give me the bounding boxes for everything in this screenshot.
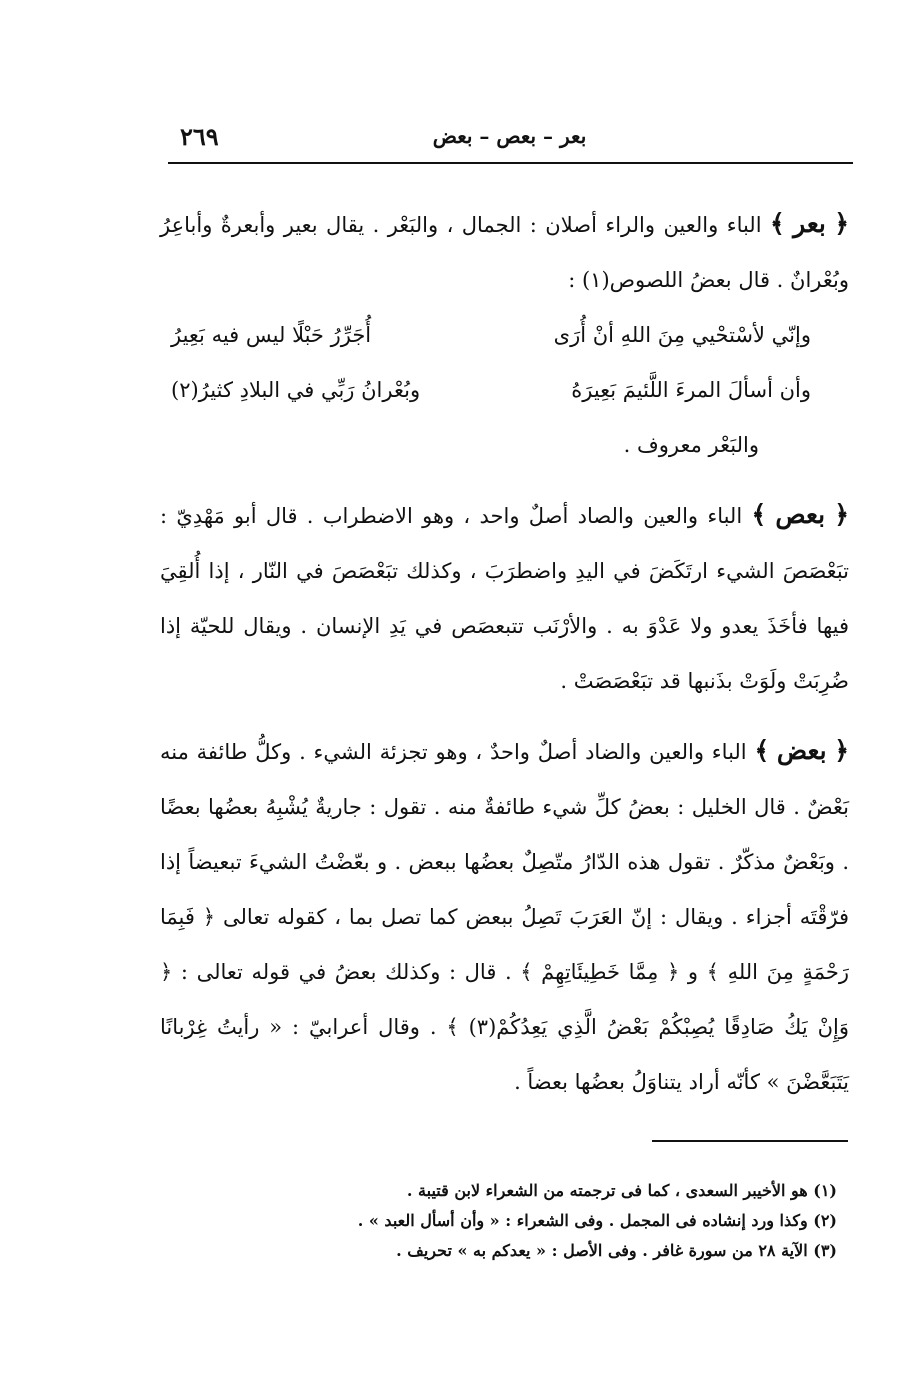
verse-hemistich: وإنّي لأسْتحْيي مِنَ اللهِ أنْ أُرَى [553, 323, 811, 347]
verse-hemistich: وأن أسألَ المرءَ اللَّئيمَ بَعِيرَهُ [571, 378, 811, 402]
entry-baas [160, 487, 849, 709]
footnote: (٢) وكذا ورد إنشاده فى المجمل . وفى الشعراء : « وأن أسأل العبد » . [357, 1211, 837, 1230]
entry-baad [160, 723, 849, 1110]
page-header [168, 118, 851, 160]
header-rule [168, 162, 853, 164]
verse-hemistich: أُجَرِّرُ حَبْلًا ليس فيه بَعِيرُ [171, 323, 372, 347]
headword: بعر [793, 209, 826, 238]
footnote-rule [652, 1140, 848, 1142]
bracket-close: ﴾ [754, 736, 770, 765]
page-number: ٢٦٩ [180, 122, 219, 151]
footnote: (٣) الآية ٢٨ من سورة غافر . وفى الأصل : « يعدكم به » تحريف . [396, 1241, 837, 1260]
verse-line [171, 308, 829, 363]
verse-hemistich: وبُعْرانُ رَبِّي في البلادِ كثيرُ(٢) [171, 378, 421, 402]
entry-text: الباء والعين والراء أصلان : الجمال ، والبَعْر . يقال بعير وأبعرةٌ وأباعِرُ وبُعْرانٌ . قال بعضُ اللصوص(١) : [160, 213, 849, 292]
footnotes [157, 1176, 837, 1266]
dictionary-body [160, 196, 849, 1124]
verse [160, 308, 849, 418]
entry-baar [160, 196, 849, 473]
bracket-close: ﴾ [769, 209, 785, 238]
running-title: بعر – بعص – بعض [432, 124, 587, 148]
entry-text: الباء والعين والضاد أصلٌ واحدٌ ، وهو تجزئة الشيء . وكلُّ طائفة منه بَعْضٌ . قال الخليل : بعضُ كلِّ شيء طائفةٌ منه . تقول : جاريةٌ يُشْبِهُ بعضُها بعضًا . وبَعْضٌ مذكّرٌ . تقول هذه الدّارُ متّصِلٌ بعضُها ببعض . و بعّضْتُ الشيءَ تبعيضاً إذا فرّقْتَه أجزاء . ويقال : إنّ العَرَبَ تَصِلُ ببعض كما تصل بما ، كقوله تعالى ﴿ فَبِمَا رَحْمَةٍ مِنَ اللهِ ﴾ و ﴿ مِمَّا خَطِيئَاتِهِمْ ﴾ . قال : وكذلك بعضُ في قوله تعالى : ﴿ وَإِنْ يَكُ صَادِقًا يُصِبْكُمْ بَعْضُ الَّذِي يَعِدُكُمْ(٣) ﴾ . وقال أعرابيّ : « رأيتُ غِرْبانًا يَتَبَعَّضْنَ » كأنّه أراد يتناوَلُ بعضُها بعضاً . [160, 740, 849, 1094]
headword: بعض [776, 736, 827, 765]
entry-text: الباء والعين والصاد أصلٌ واحد ، وهو الاضطراب . قال أبو مَهْدِيّ : تبَعْصَصَ الشيء ارتَكَضَ في اليدِ واضطرَبَ ، وكذلك تبَعْصَصَ في النّار ، إذا أُلقِيَ فيها فأخَذَ يعدو ولا عَدْوَ به . والأرْنَب تتبعصَص في يَدِ الإنسان . ويقال للحيّة إذا ضُرِبَتْ ولَوَتْ بذَنبها قد تبَعْصَصَتْ . [160, 504, 849, 693]
footnote: (١) هو الأخيبر السعدى ، كما فى ترجمته من الشعراء لابن قتيبة . [406, 1181, 837, 1200]
entry-tail: والبَعْر معروف . [623, 433, 759, 457]
bracket-open: ﴿ [834, 736, 849, 765]
bracket-close: ﴾ [751, 500, 767, 529]
verse-line [171, 363, 829, 418]
bracket-open: ﴿ [834, 500, 849, 529]
bracket-open: ﴿ [834, 209, 849, 238]
headword: بعص [775, 500, 826, 529]
